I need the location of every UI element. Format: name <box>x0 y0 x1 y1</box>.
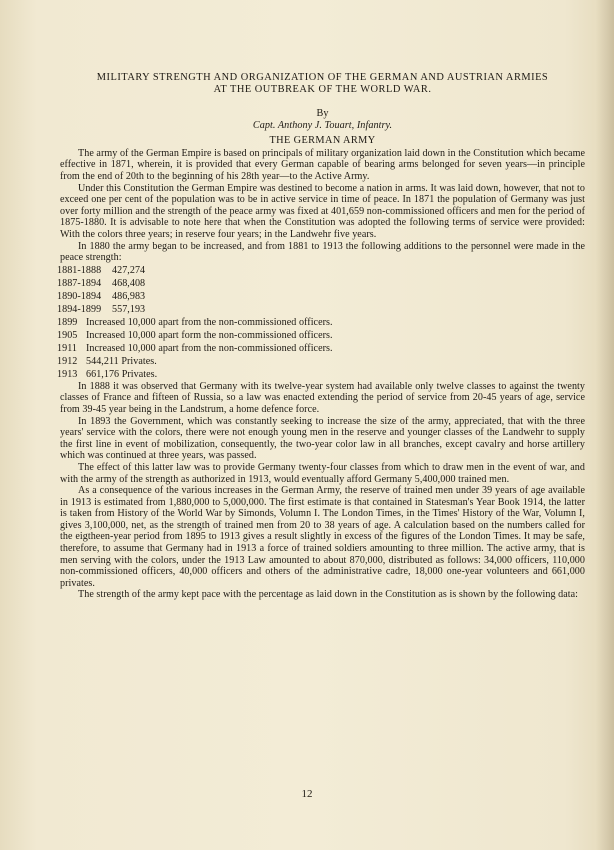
table-row <box>57 355 585 368</box>
paragraph-7: As a consequence of the various increases in the German Army, the reserve of trained men under 39 years of age available in 1913 is estimated from 1,880,000 to 5,000,000. The first estimate is that contained in Statesman's Year Book 1914, the latter is taken from History of the World War by Simonds, Volumn I. The London Times, in the Times' History of the War, Volumn I, gives 3,100,000, net, as the strength of trained men from 20 to 38 years of age. A calculation based on the numbers called for the eigtheen-year period from 1895 to 1913 gives a result slightly in excess of the figures of the London Times. It may be safe, therefore, to assume that Germany had in 1913 a force of trained soldiers amounting to three million. The active army, that is men serving with the colors, under the 1913 Law amounted to about 870,000, distributed as follows: 34,000 officers, 110,000 non-commissioned officers, 40,000 officers and others of the administrative cadre, 18,000 one-year volunteers and 661,000 privates. <box>60 485 585 589</box>
row-year: 1881-1888 <box>57 264 102 276</box>
article-title <box>60 72 585 97</box>
table-row <box>57 264 585 277</box>
article-body <box>57 72 585 601</box>
peace-strength-table <box>57 264 585 381</box>
row-text: Increased 10,000 apart from the non-commissioned officers. <box>86 316 333 328</box>
row-value: 557,193 <box>112 303 146 315</box>
table-row <box>57 303 585 316</box>
row-text: 661,176 Privates. <box>86 368 158 380</box>
paragraph-2: Under this Constitution the German Empire was destined to become a nation in arms. It was laid down, however, that not to exceed one per cent of the population was to be in active service in time of peace. In 1871 the population of Germany was just over forty million and the strength of the peace army was fixed at 401,659 non-commissioned officers and men for the period of 1875-1880. It is advisable to note here that when the Constitution was adopted the following terms of service were provided: With the colors three years; in reserve four years; in the Landwehr five years. <box>60 182 585 240</box>
title-line-2: AT THE OUTBREAK OF THE WORLD WAR. <box>213 84 432 96</box>
row-value: 427,274 <box>112 264 146 276</box>
row-value: 468,408 <box>112 277 146 289</box>
byline-by: By <box>316 107 329 119</box>
row-year: 1912 <box>57 355 78 367</box>
row-value: 486,983 <box>112 290 146 302</box>
paragraph-1: The army of the German Empire is based on principals of military organization laid down in the Constitution which became effective in 1871, wherein, it is provided that every German capable of bearing arms belonged for seven years—in principle from the end of 20th to the beginning of his 28th year—to the Active Army. <box>60 147 585 182</box>
title-line-1: MILITARY STRENGTH AND ORGANIZATION OF THE GERMAN AND AUSTRIAN ARMIES <box>96 72 549 83</box>
section-heading: THE GERMAN ARMY <box>269 134 376 146</box>
paragraph-3: In 1880 the army began to be increased, and from 1881 to 1913 the following additions to the personnel were made in the peace strength: <box>60 240 585 264</box>
row-year: 1905 <box>57 329 78 341</box>
row-year: 1890-1894 <box>57 290 102 302</box>
paragraph-8: The strength of the army kept pace with the percentage as laid down in the Constitution as is shown by the following data: <box>78 589 579 601</box>
paragraph-4: In 1888 it was observed that Germany with its twelve-year system had available only twelve classes to against the twenty classes of France and fifteen of Russia, so a law was enacted extending the period of service from 20-45 years of age, service from 39-45 year being in the Landstrum, a home defence force. <box>60 380 585 415</box>
paragraph-6: The effect of this latter law was to provide Germany twenty-four classes from which to draw men in the event of war, and with the army of the strength as authorized in 1913, would eventually afford Germany 5,400,000 trained men. <box>60 461 585 485</box>
byline-author: Capt. Anthony J. Touart, Infantry. <box>252 119 393 131</box>
table-row <box>57 277 585 290</box>
row-year: 1887-1894 <box>57 277 102 289</box>
page-number: 12 <box>301 788 313 800</box>
paragraph-5: In 1893 the Government, which was constantly seeking to increase the size of the army, appreciated, that with the three years' service with the colors, there were not enough young men in the reserve and younger classes of the Landwehr to supply the first line in event of mobilization, consequently, the two-year color law in all branches, except cavalry and horse artillery which was continued at three years, was passed. <box>60 415 585 462</box>
row-text: 544,211 Privates. <box>86 355 157 367</box>
row-text: Increased 10,000 apart from the non-commissioned officers. <box>86 342 333 354</box>
table-row <box>57 290 585 303</box>
row-text: Increased 10,000 apart form the non-commissioned officers. <box>86 329 333 341</box>
row-year: 1894-1899 <box>57 303 102 315</box>
page-fold-shadow <box>596 0 614 850</box>
row-year: 1911 <box>57 342 78 354</box>
row-year: 1913 <box>57 368 78 380</box>
table-row <box>57 316 585 329</box>
table-row <box>57 368 585 381</box>
table-row <box>57 342 585 355</box>
table-row <box>57 329 585 342</box>
row-year: 1899 <box>57 316 78 328</box>
